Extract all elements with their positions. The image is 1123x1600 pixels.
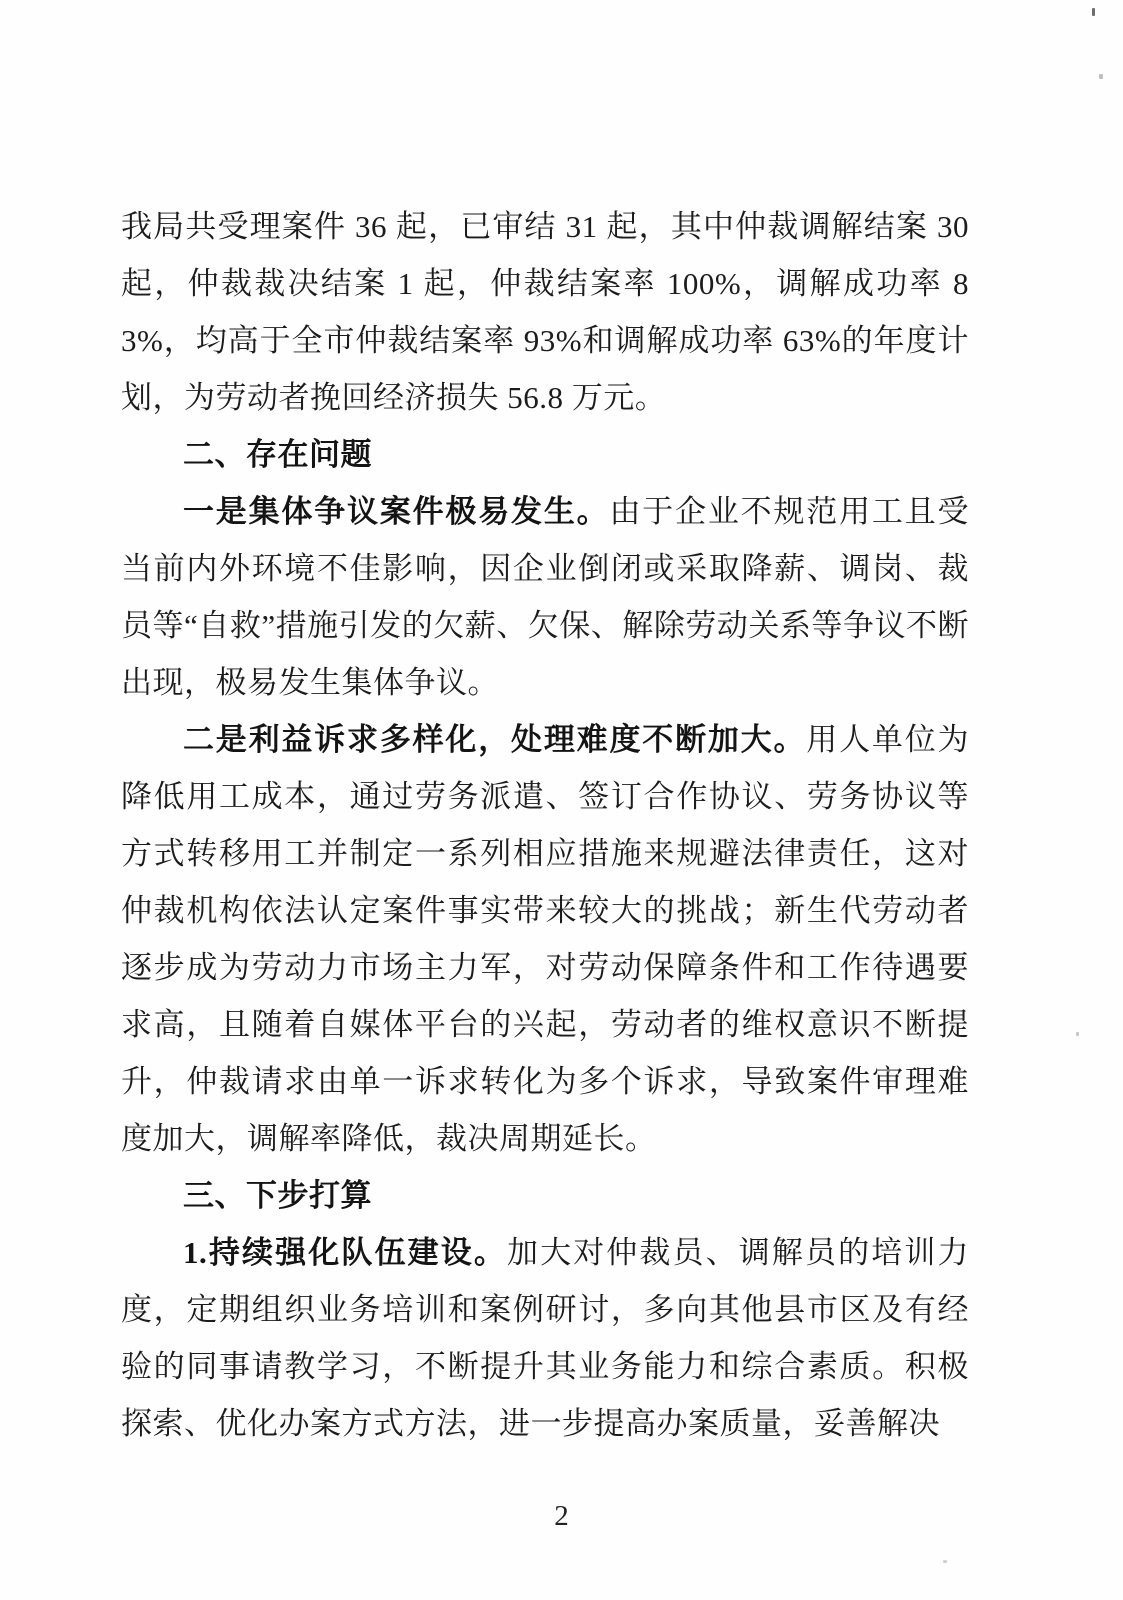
bold-text-run: 二是利益诉求多样化，处理难度不断加大。 bbox=[183, 722, 807, 757]
scan-speck bbox=[943, 1560, 947, 1563]
text-run: 用人单位为降低用工成本，通过劳务派遣、签订合作协议、劳务协议等方式转移用工并制定一系列相应措施来规避法律责任，这对仲裁机构依法认定案件事实带来较大的挑战；新生代劳动者逐步成为劳动力市场主力军，对劳动保障条件和工作待遇要求高，且随着自媒体平台的兴起，劳动者的维权意识不断提升，仲裁请求由单一诉求转化为多个诉求，导致案件审理难度加大，调解率降低，裁决周期延长。 bbox=[121, 722, 969, 1156]
section-heading bbox=[121, 1167, 969, 1224]
paragraph bbox=[121, 198, 969, 426]
bold-text-run: 一是集体争议案件极易发生。 bbox=[183, 494, 610, 529]
bold-text-run: 二、存在问题 bbox=[183, 437, 372, 472]
scan-speck bbox=[1092, 8, 1095, 16]
scan-speck bbox=[1099, 74, 1103, 79]
paragraph bbox=[121, 711, 969, 1167]
paragraph bbox=[121, 483, 969, 711]
scan-speck bbox=[1076, 1032, 1079, 1036]
bold-text-run: 三、下步打算 bbox=[183, 1178, 372, 1213]
paragraph bbox=[121, 1224, 969, 1452]
document-body bbox=[121, 198, 969, 1452]
text-run: 由于企业不规范用工且受当前内外环境不佳影响，因企业倒闭或采取降薪、调岗、裁员等“自救”措施引发的欠薪、欠保、解除劳动关系等争议不断出现，极易发生集体争议。 bbox=[121, 494, 970, 700]
text-run: 我局共受理案件 36 起，已审结 31 起，其中仲裁调解结案 30 起，仲裁裁决结案 1 起，仲裁结案率 100%，调解成功率 83%，均高于全市仲裁结案率 93%和调解成功率 63%的年度计划，为劳动者挽回经济损失 56.8 万元。 bbox=[121, 209, 969, 415]
text-run: 加大对仲裁员、调解员的培训力度，定期组织业务培训和案例研讨，多向其他县市区及有经验的同事请教学习，不断提升其业务能力和综合素质。积极探索、优化办案方式方法，进一步提高办案质量，妥善解决 bbox=[121, 1235, 970, 1441]
section-heading bbox=[121, 426, 969, 483]
page-number: 2 bbox=[554, 1500, 569, 1532]
bold-text-run: 1.持续强化队伍建设。 bbox=[183, 1235, 507, 1270]
